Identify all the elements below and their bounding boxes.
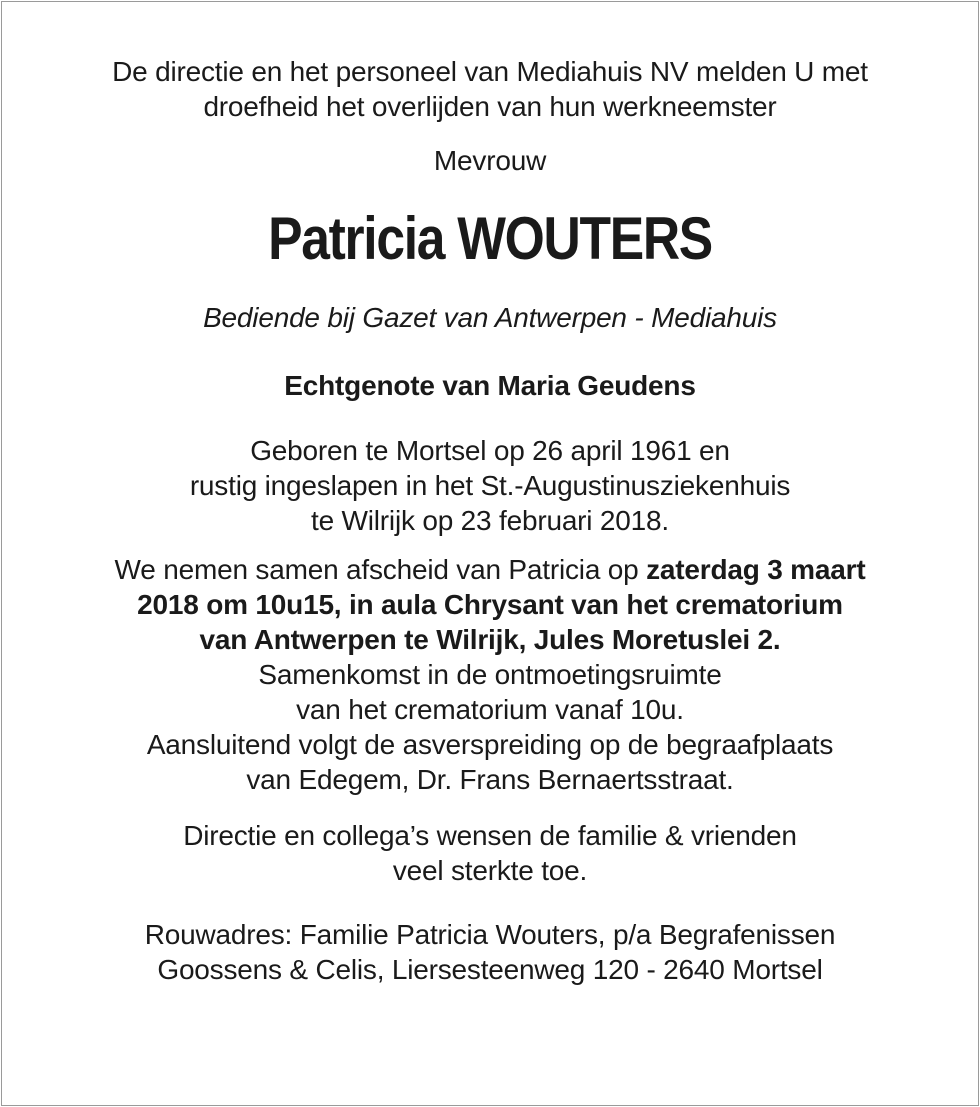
deceased-name: Patricia WOUTERS: [268, 205, 712, 272]
service-date: zaterdag 3 maart: [646, 554, 866, 585]
intro-paragraph: [0, 54, 980, 124]
birth-line-1: Geboren te Mortsel op 26 april 1961 en: [250, 435, 730, 466]
service-time-location: 2018 om 10u15, in aula Chrysant van het crematorium: [137, 589, 843, 620]
service-line-1-text: We nemen samen afscheid van Patricia op: [114, 554, 647, 585]
service-paragraph: [0, 552, 980, 797]
salutation: Mevrouw: [433, 145, 547, 176]
greetings-line-2: veel sterkte toe.: [392, 855, 588, 886]
greetings-paragraph: [0, 818, 980, 888]
address-paragraph: [0, 917, 980, 987]
service-extra-line-3: Aansluitend volgt de asverspreiding op de begraafplaats: [146, 729, 834, 760]
intro-line-2: droefheid het overlijden van hun werkneemster: [203, 91, 777, 122]
service-extra-line-1: Samenkomst in de ontmoetingsruimte: [258, 659, 722, 690]
service-line-1: [0, 552, 980, 587]
service-extra-line-4: van Edegem, Dr. Frans Bernaertsstraat.: [246, 764, 734, 795]
service-address: van Antwerpen te Wilrijk, Jules Moretuslei 2.: [199, 624, 781, 655]
spouse-line: Echtgenote van Maria Geudens: [284, 370, 696, 401]
address-line-2: Goossens & Celis, Liersesteenweg 120 - 2640 Mortsel: [157, 954, 823, 985]
birth-line-3: te Wilrijk op 23 februari 2018.: [311, 505, 669, 536]
job-role: Bediende bij Gazet van Antwerpen - Mediahuis: [203, 302, 777, 333]
service-line-3: [0, 622, 980, 657]
service-line-2: [0, 587, 980, 622]
intro-line-1: De directie en het personeel van Mediahuis NV melden U met: [112, 56, 868, 87]
address-line-1: Rouwadres: Familie Patricia Wouters, p/a Begrafenissen: [144, 919, 836, 950]
service-extra-line-2: van het crematorium vanaf 10u.: [296, 694, 684, 725]
birth-line-2: rustig ingeslapen in het St.-Augustinusziekenhuis: [189, 470, 791, 501]
birth-paragraph: [0, 433, 980, 538]
greetings-line-1: Directie en collega’s wensen de familie & vrienden: [183, 820, 797, 851]
